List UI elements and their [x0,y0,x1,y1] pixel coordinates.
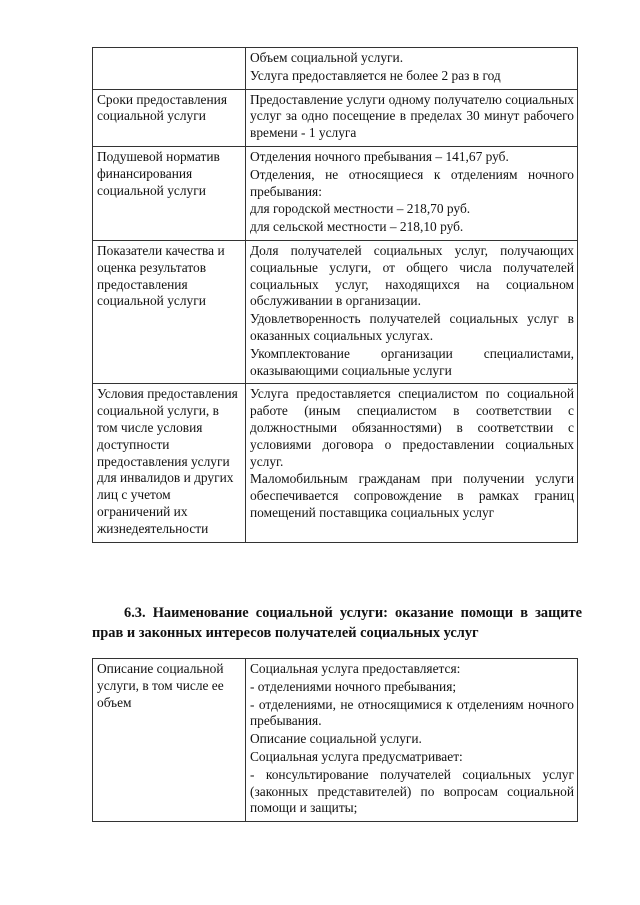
content-paragraph: Социальная услуга предусматривает: [250,748,463,764]
content-paragraph: - отделениями, не относящимися к отделениям ночного пребывания. [250,696,574,729]
row-content-cell [246,384,578,542]
row-content-cell [246,48,578,90]
table-row [93,659,578,822]
row-label-cell [93,146,246,240]
content-paragraph: Объем социальной услуги. [250,50,404,65]
content-paragraph: Маломобильным гражданам при получении услуги обеспечивается сопровождение в рамках границ помещений поставщика социальных услуг [250,471,574,520]
content-paragraph: для сельской местности – 218,10 руб. [250,219,464,235]
content-paragraph: Отделения, не относящиеся к отделениям ночного пребывания: [250,166,574,199]
section-heading: 6.3. Наименование социальной услуги: оказание помощи в защите прав и законных интересов получателей социальных услуг [92,605,582,641]
table-row [93,89,578,146]
row-content-cell [246,240,578,383]
row-label-cell [93,240,246,383]
row-content-cell [246,89,578,146]
row-content-cell [246,659,578,822]
content-paragraph: для городской местности – 218,70 руб. [250,201,471,217]
content-paragraph: Доля получателей социальных услуг, получающих социальные услуги, от общего числа получателей социальных услуг, находящихся на социальном обслуживании в организации. [250,242,574,309]
content-paragraph: Укомплектование организации специалистами, оказывающими социальные услуги [250,345,574,378]
row-label: Условия предоставления социальной услуги, в том числе условия доступности предоставления услуги для инвалидов и других лиц с учетом ограничений их жизнедеятельности [97,386,238,536]
content-paragraph: Социальная услуга предоставляется: [250,661,461,676]
table-row [93,240,578,383]
row-label-cell [93,89,246,146]
table-row [93,384,578,542]
content-paragraph: Удовлетворенность получателей социальных услуг в оказанных социальных услугах. [250,311,574,343]
content-paragraph: Отделения ночного пребывания – 141,67 руб. [250,148,509,164]
content-paragraph: Описание социальной услуги. [250,731,422,747]
row-content-cell [246,146,578,240]
table-row [93,48,578,90]
content-paragraph: Услуга предоставляется не более 2 раз в год [250,67,501,83]
row-label: Подушевой норматив финансирования социальной услуги [97,148,220,198]
table-row [93,146,578,240]
content-paragraph: Услуга предоставляется специалистом по социальной работе (иным специалистом в соответствии с должностными обязанностями) в соответствии с условиями договора о предоставлении социальных услуг. [250,386,574,469]
service-table-bottom [92,658,578,822]
row-label: Показатели качества и оценка результатов предоставления социальной услуги [97,242,225,309]
row-label-cell [93,659,246,822]
row-label-cell [93,384,246,542]
content-paragraph: - отделениями ночного пребывания; [250,678,457,694]
row-label-cell [93,48,246,90]
row-label: Сроки предоставления социальной услуги [97,91,227,124]
content-paragraph: Предоставление услуги одному получателю социальных услуг за одно посещение в пределах 30 минут рабочего времени - 1 услуга [250,91,574,141]
row-label: Описание социальной услуги, в том числе ее объем [97,661,224,710]
content-paragraph: - консультирование получателей социальных услуг (законных представителей) по вопросам социальной помощи и защиты; [250,766,574,816]
service-table-top [92,47,578,543]
